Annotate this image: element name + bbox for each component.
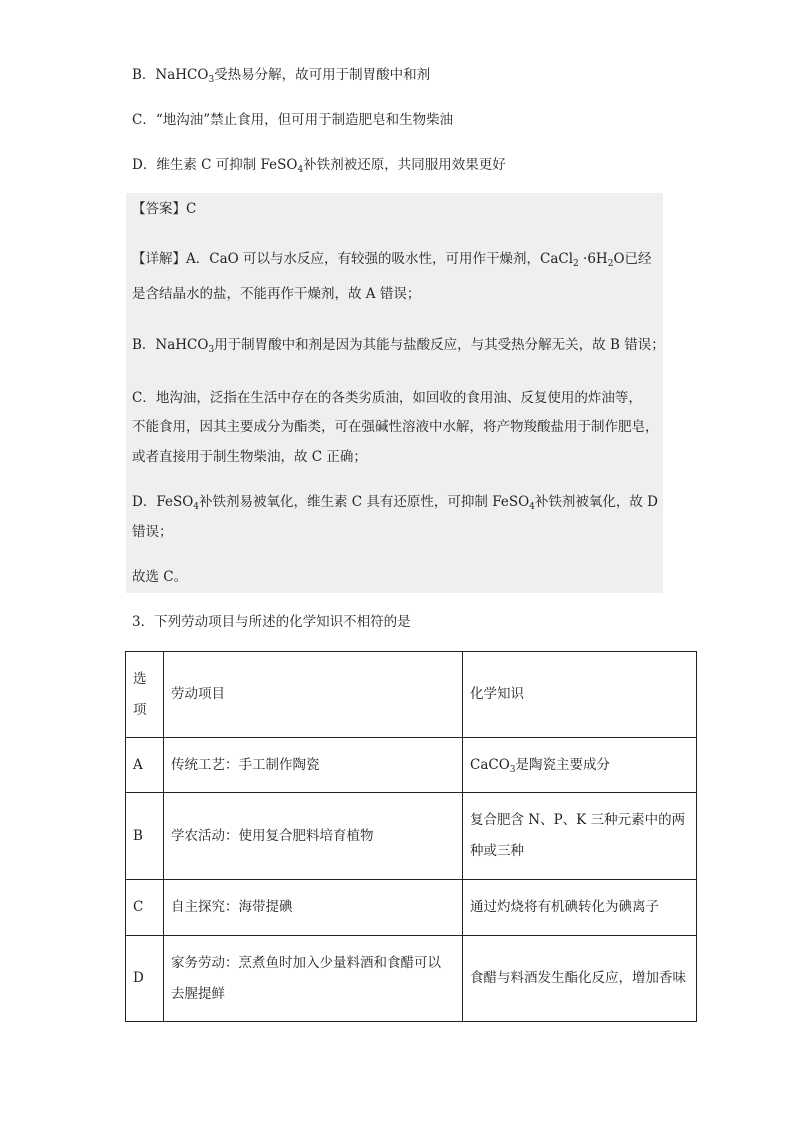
conclusion: 故选 C。 xyxy=(132,569,188,585)
header-knowledge: 化学知识 xyxy=(463,652,697,738)
knowledge-table xyxy=(125,651,697,1022)
table-row xyxy=(126,880,697,936)
option-c: C．“地沟油”禁止食用，但可用于制造肥皂和生物柴油 xyxy=(132,112,454,128)
detail-a-line-1: 【详解】A．CaO 可以与水反应，有较强的吸水性，可用作干燥剂，CaCl$_2$ $\cdot 6H_2O$已经 xyxy=(132,251,652,269)
table-row xyxy=(126,738,697,793)
row-option: C xyxy=(126,880,164,936)
detail-c-line-1: C．地沟油，泛指在生活中存在的各类劣质油，如回收的食用油、反复使用的炸油等， xyxy=(132,390,642,406)
detail-b: B．NaHCO$_3$用于制胃酸中和剂是因为其能与盐酸反应，与其受热分解无关，故 B 错误； xyxy=(132,337,665,355)
question-3-title: 3．下列劳动项目与所述的化学知识不相符的是 xyxy=(132,614,411,630)
row-option: A xyxy=(126,738,164,793)
detail-d-line-1: D．FeSO$_4$补铁剂易被氧化，维生素 C 具有还原性，可抑制 FeSO$_4$补铁剂被氧化，故 D xyxy=(132,494,658,512)
option-d: D．维生素 C 可抑制 FeSO$_4$补铁剂被还原，共同服用效果更好 xyxy=(132,157,506,175)
row-project: 家务劳动：烹煮鱼时加入少量料酒和食醋可以去腥提鲜 xyxy=(164,936,463,1022)
row-option: D xyxy=(126,936,164,1022)
row-project: 自主探究：海带提碘 xyxy=(164,880,463,936)
row-knowledge: CaCO$_3$是陶瓷主要成分 xyxy=(463,738,697,793)
detail-c-line-2: 不能食用，因其主要成分为酯类，可在强碱性溶液中水解，将产物羧酸盐用于制作肥皂， xyxy=(132,419,659,435)
detail-d-line-2: 错误； xyxy=(132,524,173,540)
row-project: 学农活动：使用复合肥料培育植物 xyxy=(164,793,463,880)
cacl2-formula: CaCl$_2$ $\cdot 6H_2O$ xyxy=(540,251,625,269)
row-knowledge: 通过灼烧将有机碘转化为碘离子 xyxy=(463,880,697,936)
row-knowledge: 食醋与料酒发生酯化反应，增加香味 xyxy=(463,936,697,1022)
header-option: 选项 xyxy=(126,652,164,738)
table-header-row xyxy=(126,652,697,738)
header-project: 劳动项目 xyxy=(164,652,463,738)
answer-explanation-box xyxy=(126,193,663,593)
detail-a-line-2: 是含结晶水的盐，不能再作干燥剂，故 A 错误； xyxy=(132,286,421,302)
row-option: B xyxy=(126,793,164,880)
row-project: 传统工艺：手工制作陶瓷 xyxy=(164,738,463,793)
table-row xyxy=(126,936,697,1022)
table-row xyxy=(126,793,697,880)
row-knowledge: 复合肥含 N、P、K 三种元素中的两种或三种 xyxy=(463,793,697,880)
answer-label: 【答案】C xyxy=(132,201,197,217)
option-b: B．NaHCO$_3$受热易分解，故可用于制胃酸中和剂 xyxy=(132,67,431,85)
detail-c-line-3: 或者直接用于制生物柴油，故 C 正确； xyxy=(132,449,367,465)
